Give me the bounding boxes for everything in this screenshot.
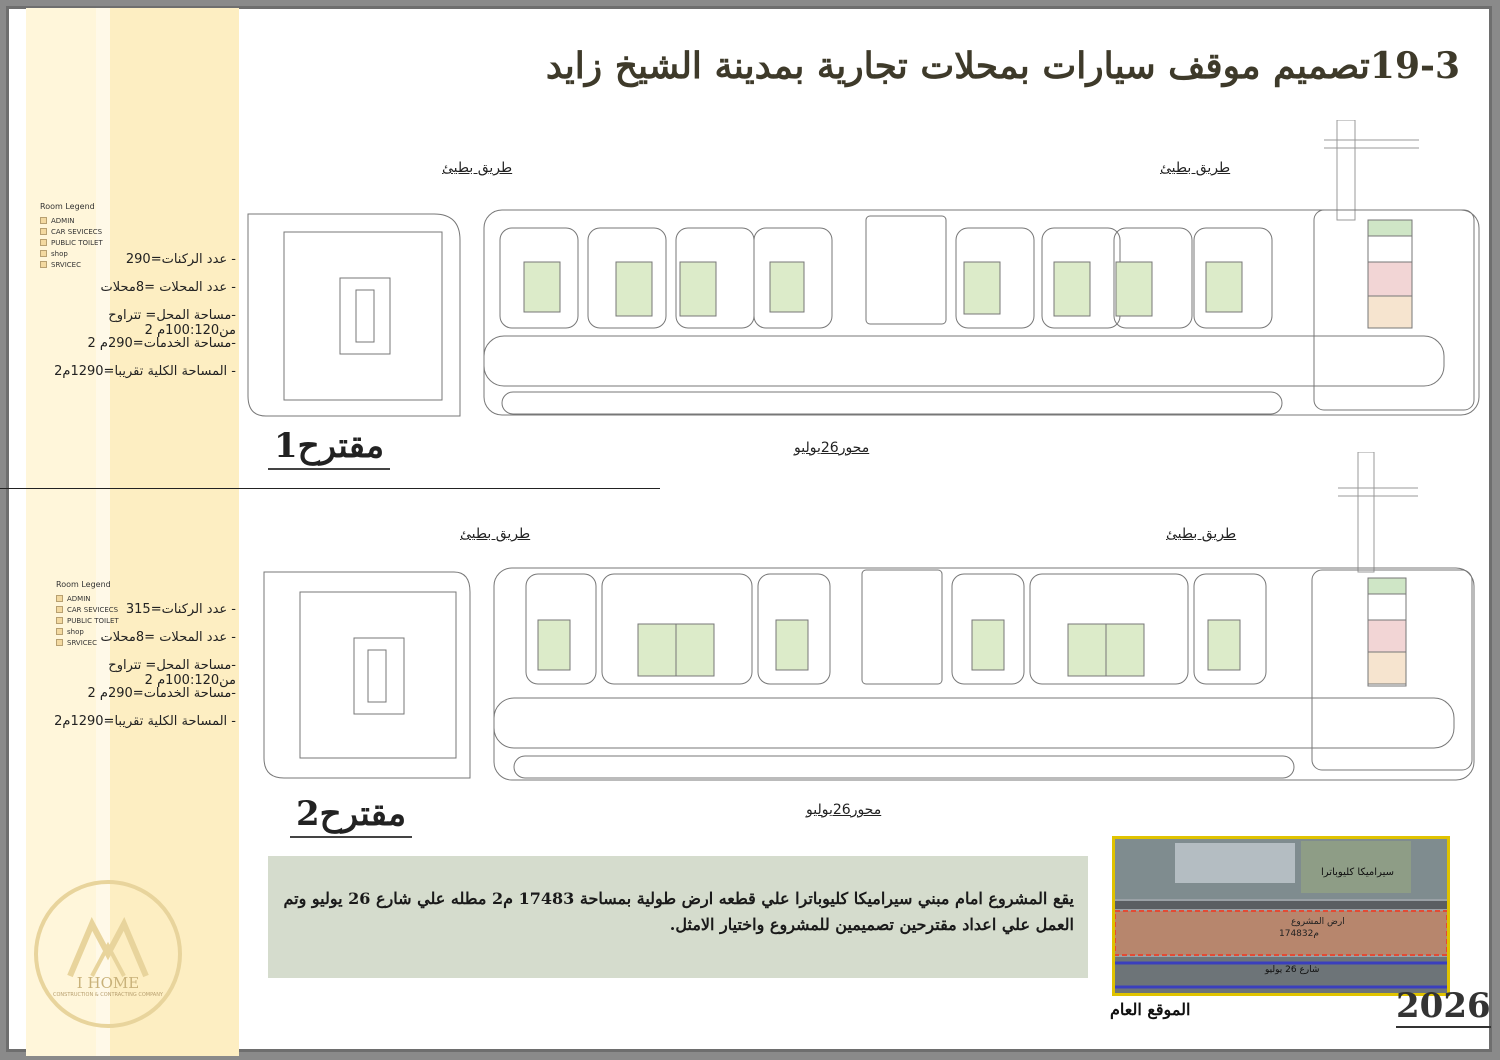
legend-item: SRVICEC — [40, 259, 103, 270]
map-label-street: شارع 26 يوليو — [1265, 965, 1320, 975]
road-label: طريق بطيئ — [1166, 526, 1237, 542]
project-description-box — [268, 856, 1088, 978]
stat-shops: - عدد المحلات =8محلات — [100, 630, 236, 645]
legend-title: Room Legend — [56, 580, 111, 589]
legend-item: shop — [56, 626, 119, 637]
map-label-ceramica: سيراميكا كليوباترا — [1321, 867, 1394, 878]
site-plan-1 — [244, 120, 1480, 445]
legend-item: SRVICEC — [56, 637, 119, 648]
stat-parking: - عدد الركنات=290 — [125, 252, 236, 267]
road-label: طريق بطيئ — [442, 160, 513, 176]
stats-proposal-1 — [36, 252, 236, 392]
site-plan-2 — [258, 452, 1480, 800]
stat-total-area: - المساحة الكلية تقريبا=1290م2 — [54, 714, 236, 729]
brand-tagline: CONSTRUCTION & CONTRACTING COMPANY — [52, 992, 163, 998]
legend-item: PUBLIC TOILET — [40, 237, 103, 248]
stat-parking: - عدد الركنات=315 — [125, 602, 236, 617]
legend-swatch — [40, 239, 47, 246]
proposal-2-label: مقترح2 — [290, 794, 412, 838]
axis-label: محور26يوليو — [806, 802, 882, 818]
stats-proposal-2 — [36, 602, 236, 742]
page-title: 19-3تصميم موقف سيارات بمحلات تجارية بمدينة الشيخ زايد — [545, 45, 1460, 87]
map-label-area: 17483م2 — [1279, 929, 1319, 939]
road-label: طريق بطيئ — [1160, 160, 1231, 176]
legend-item: CAR SEVICECS — [56, 604, 119, 615]
legend-item: shop — [40, 248, 103, 259]
proposal-1-label: مقترح1 — [268, 426, 390, 470]
road-label: طريق بطيئ — [460, 526, 531, 542]
legend-swatch — [40, 217, 47, 224]
legend-title: Room Legend — [40, 202, 95, 211]
site-location-map — [1112, 836, 1450, 996]
site-map-caption: الموقع العام — [1110, 1000, 1191, 1019]
map-label-project-land: ارض المشروع — [1291, 917, 1345, 927]
stat-services-area: -مساحة الخدمات=290م 2 — [87, 686, 236, 701]
legend-item: PUBLIC TOILET — [56, 615, 119, 626]
stat-total-area: - المساحة الكلية تقريبا=1290م2 — [54, 364, 236, 379]
legend-swatch — [56, 595, 63, 602]
company-logo-icon — [30, 876, 186, 1032]
project-description: يقع المشروع امام مبني سيراميكا كليوباترا علي قطعه ارض طولية بمساحة 17483 م2 مطله علي شارع 26 يوليو وتم العمل علي اعداد مقترحين تصميمين للمشروع واختيار الامثل. — [283, 889, 1074, 934]
legend-swatch — [40, 228, 47, 235]
stat-shop-area: -مساحة المحل= تتراوح من100:120م 2 — [108, 308, 236, 338]
brand-name: I HOME — [76, 974, 140, 992]
axis-label: محور26يوليو — [794, 440, 870, 456]
legend-item: ADMIN — [40, 215, 103, 226]
stat-shops: - عدد المحلات =8محلات — [100, 280, 236, 295]
legend-item: ADMIN — [56, 593, 119, 604]
year-label: 2026 — [1396, 986, 1491, 1026]
stat-shop-area: -مساحة المحل= تتراوح من100:120م 2 — [108, 658, 236, 688]
stat-services-area: -مساحة الخدمات=290م 2 — [87, 336, 236, 351]
legend-item: CAR SEVICECS — [40, 226, 103, 237]
